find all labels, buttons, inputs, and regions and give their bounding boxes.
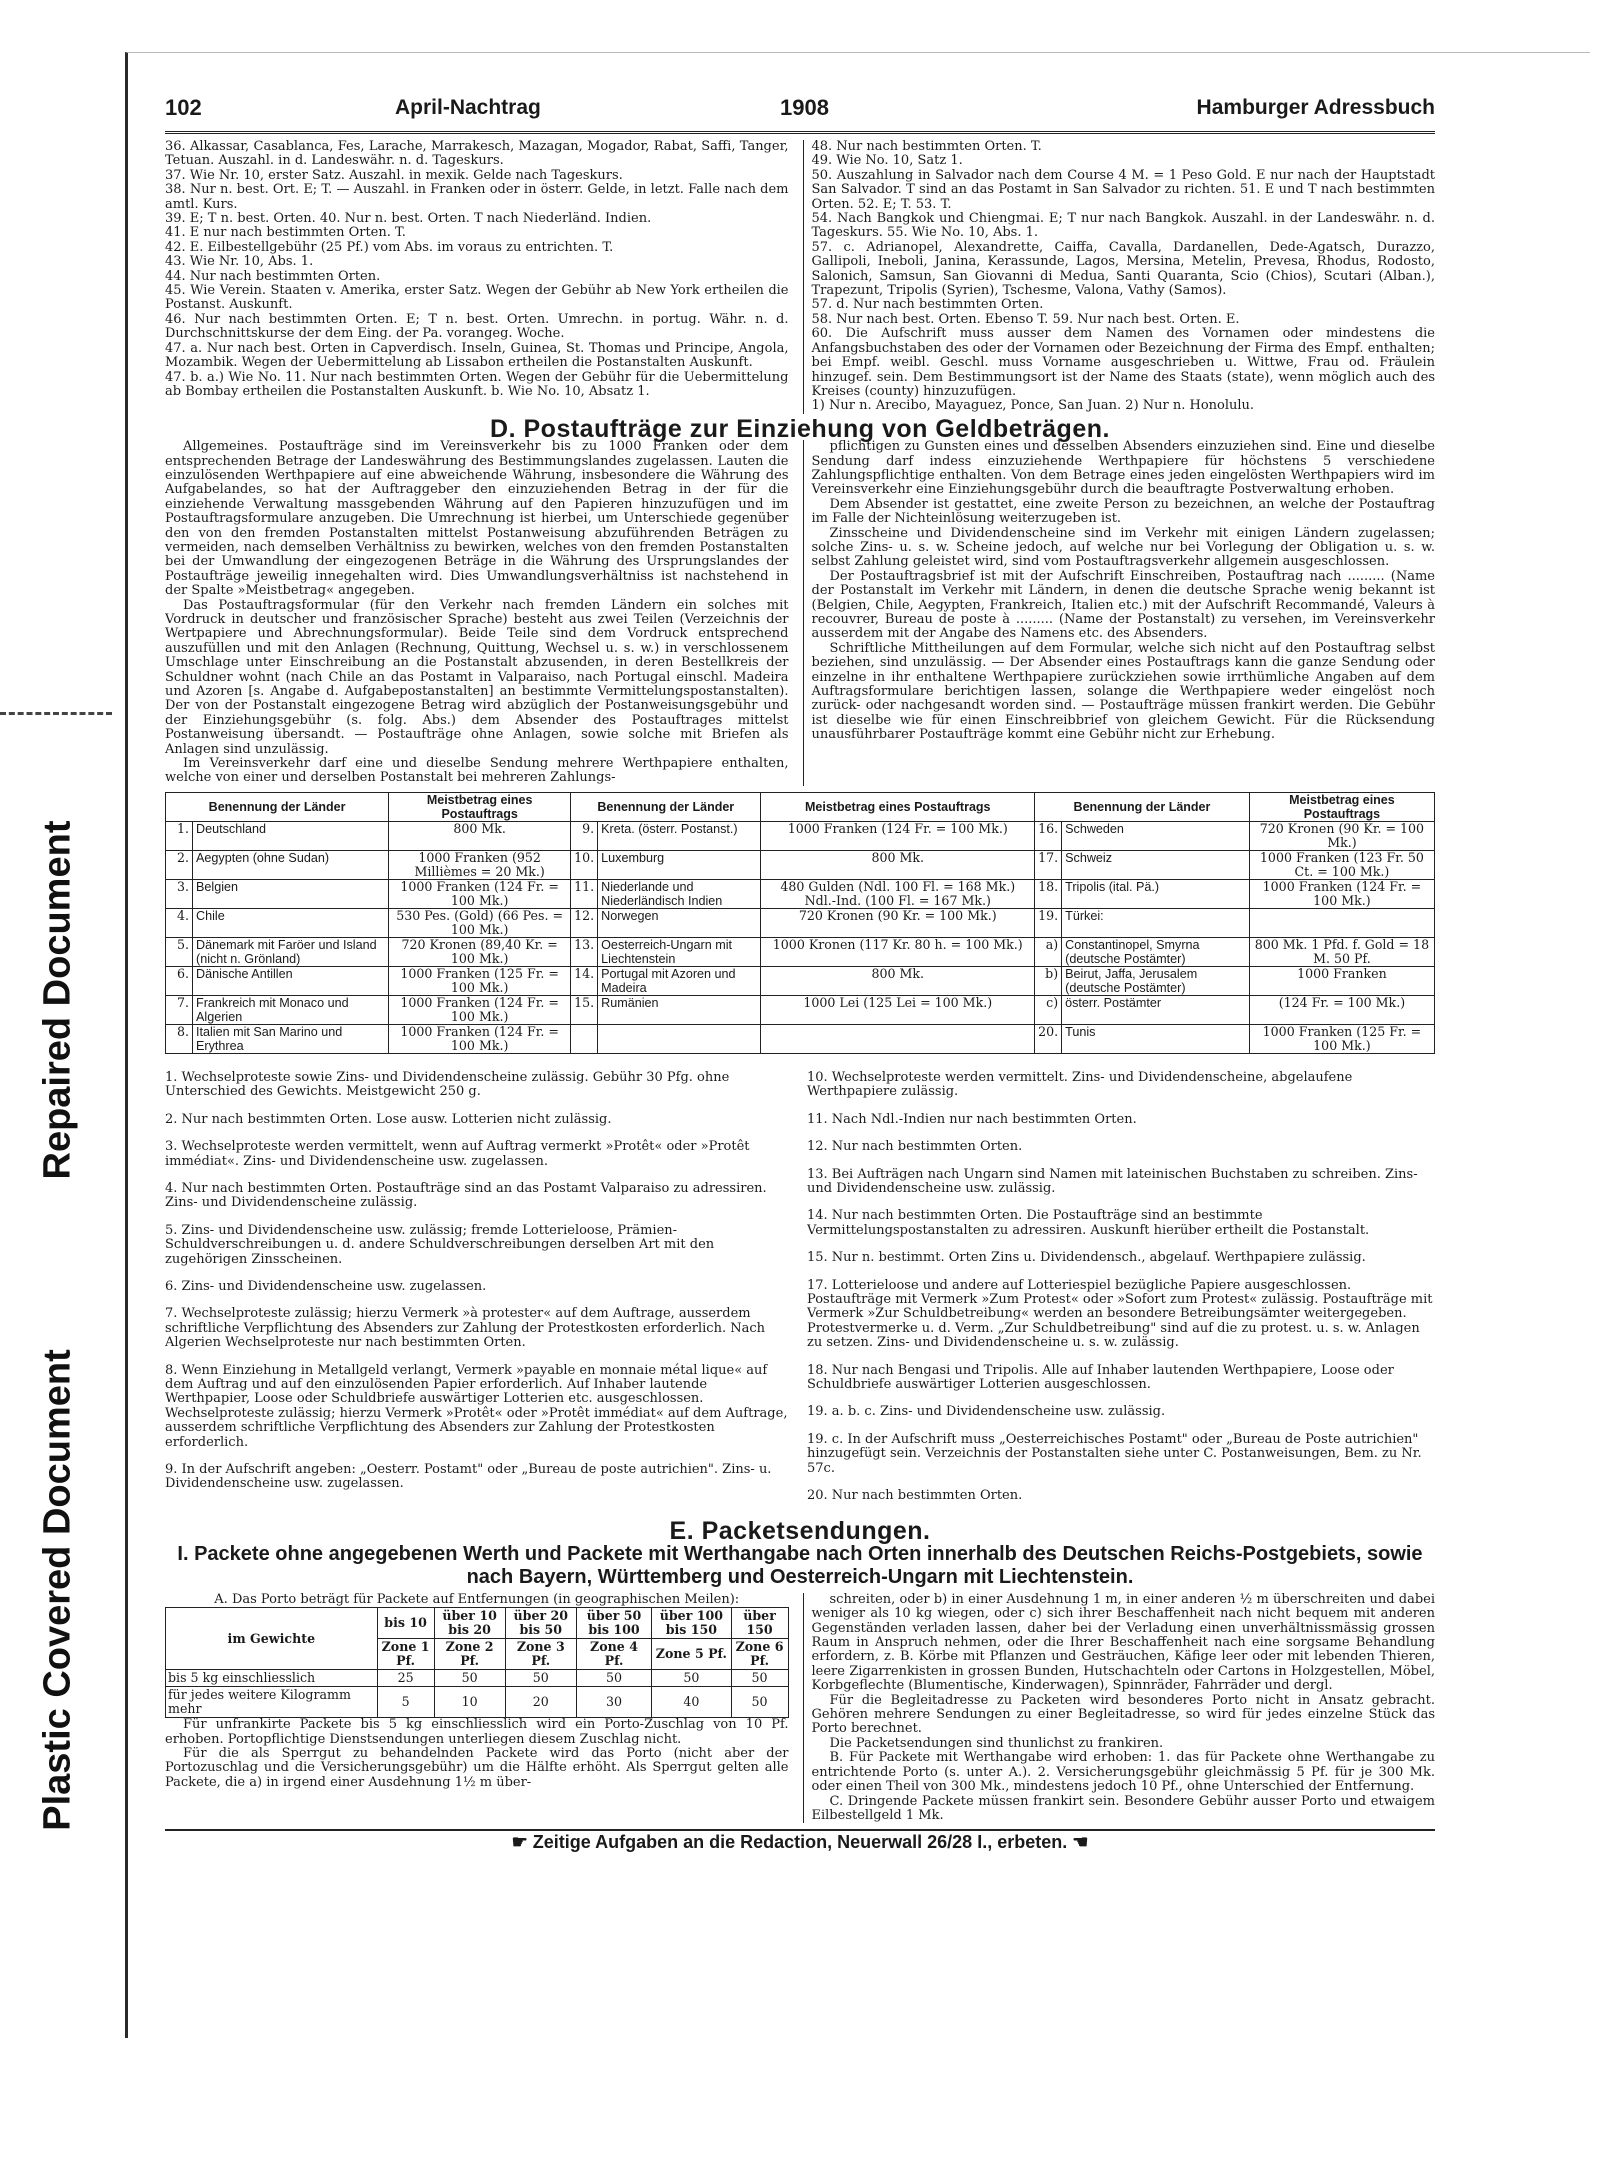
country-max-amount	[1249, 908, 1434, 937]
note-item: 39. E; T n. best. Orten. 40. Nur n. best. Orten. T nach Niederländ. Indien.	[165, 211, 652, 227]
footnote-item: 2. Nur nach bestimmten Orten. Lose ausw. Lotterien nicht zulässig.	[165, 1111, 612, 1127]
country-name: Belgien	[193, 879, 389, 908]
country-max-amount: 1000 Franken (123 Fr. 50 Ct. = 100 Mk.)	[1249, 850, 1434, 879]
country-max-amount: 800 Mk.	[389, 821, 571, 850]
country-number: 14.	[571, 966, 598, 995]
note-item: 1) Nur n. Arecibo, Mayaguez, Ponce, San Juan. 2) Nur n. Honolulu.	[811, 398, 1255, 414]
country-name: Deutschland	[193, 821, 389, 850]
porto-value: 30	[576, 1687, 651, 1718]
country-name: Türkei:	[1062, 908, 1250, 937]
country-number: 3.	[166, 879, 193, 908]
country-number: 18.	[1035, 879, 1062, 908]
country-name: Italien mit San Marino und Erythrea	[193, 1024, 389, 1053]
country-max-amount: 1000 Franken (124 Fr. = 100 Mk.)	[389, 1024, 571, 1053]
note-item: 49. Wie No. 10, Satz 1.	[811, 153, 963, 169]
header-book: Hamburger Adressbuch	[1196, 96, 1435, 119]
country-number: c)	[1035, 995, 1062, 1024]
section-e-left-text	[165, 1718, 789, 1790]
footer-text: Zeitige Aufgaben an die Redaction, Neuerwall 26/28 I., erbeten.	[532, 1832, 1068, 1853]
row2-label: für jedes weitere Kilogramm mehr	[166, 1687, 378, 1718]
footnote-item: 12. Nur nach bestimmten Orten.	[807, 1139, 1023, 1155]
footnote-item: 17. Lotterieloose und andere auf Lotteriespiel bezügliche Papiere ausgeschlossen. Postaufträge mit Vermerk »Zum Protest« oder »Sofort zum Protest« zulässig. Postaufträge mit Vermerk »Zur Schuldbetreibung« werden an besondere Betreibungsämter weitergegeben. Protestvermerke u. d. Verm. „Zur Schuldbetreibung" sind auf die zu protest. u. s. w. Anlagen zu setzen. Zins- und Dividendenscheine u. s. w. zulässig.	[807, 1277, 1433, 1351]
distance-range: über 150	[731, 1608, 788, 1639]
table-row	[166, 879, 1435, 908]
porto-value: 40	[652, 1687, 731, 1718]
footnotes-block	[165, 1058, 1435, 1517]
country-max-amount: 1000 Franken (952 Millièmes = 20 Mk.)	[389, 850, 571, 879]
col-header-max-1: Meistbetrag eines Postauftrags	[389, 792, 571, 821]
footnote-item: 3. Wechselproteste werden vermittelt, wenn auf Auftrag vermerkt »Protêt« oder »Protêt immédiat«. Zins- und Dividendenscheine usw. zugelassen.	[165, 1139, 750, 1169]
country-name: Portugal mit Azoren und Madeira	[598, 966, 761, 995]
paragraph: Zinsscheine und Dividendenscheine sind im Verkehr mit einigen Ländern zugelassen; solche Zins- u. s. w. Scheine jedoch, auf welche nur bei Vorlegung der Obligation u. s. w. selbst Zahlung geleistet wird, sind vom Postauftragsverkehr allgemein ausgeschlossen.	[811, 525, 1435, 570]
country-number: 9.	[571, 821, 598, 850]
weight-header: im Gewichte	[166, 1608, 378, 1670]
porto-table	[165, 1607, 789, 1718]
paragraph: schreiten, oder b) in einer Ausdehnung 1 m, in einer anderen ½ m überschreiten und dabei weniger als 10 kg wiegen, oder c) sich ihrer Beschaffenheit nach nicht bequem mit anderen Gegenständen verladen lassen, daher bei der Verladung einen unverhältnissmässig grossen Raum in Anspruch nehmen, oder die Ihrer Beschaffenheit nach eine sorgsame Behandlung erfordern, z. B. Körbe mit Pflanzen und Gesträuchen, Käfige leer oder mit lebenden Thieren, leere Zigarrenkisten in grossen Bunden, Hutschachteln oder Cartons in Holzgestellen, Möbel, Korbgeflechte (Blumentische, Kinderwagen), Spinnräder, Fahrräder und dergl.	[811, 1592, 1435, 1694]
paragraph: Für die als Sperrgut zu behandelnden Packete wird das Porto (nicht aber der Portozuschlag und die Versicherungsgebühr) um die Hälfte erhöht. Als Sperrgut gelten alle Packete, die a) in irgend einer Ausdehnung 1½ m über-	[165, 1746, 789, 1790]
porto-value: 25	[377, 1670, 434, 1687]
section-e-left	[165, 1593, 789, 1824]
porto-value: 5	[377, 1687, 434, 1718]
note-item: 48. Nur nach bestimmten Orten. T.	[811, 140, 1042, 154]
country-name: Aegypten (ohne Sudan)	[193, 850, 389, 879]
note-item: 43. Wie Nr. 10, Abs. 1.	[165, 254, 314, 270]
country-name: Oesterreich-Ungarn mit Liechtenstein	[598, 937, 761, 966]
country-max-amount: 800 Mk. 1 Pfd. f. Gold = 18 M. 50 Pf.	[1249, 937, 1434, 966]
distance-range: bis 10	[377, 1608, 434, 1639]
col-header-max-3: Meistbetrag eines Postauftrags	[1249, 792, 1434, 821]
paragraph: Im Vereinsverkehr darf eine und dieselbe Sendung mehrere Werthpapiere enthalten, welche von einer und derselben Postanstalt bei mehreren Zahlungs-	[165, 756, 789, 786]
country-name: Schweiz	[1062, 850, 1250, 879]
zone-label: Zone 5 Pf.	[652, 1639, 731, 1670]
section-d-right	[803, 440, 1436, 786]
table-row	[166, 821, 1435, 850]
zone-label: Zone 4 Pf.	[576, 1639, 651, 1670]
paragraph: Die Packetsendungen sind thunlichst zu frankiren.	[829, 1735, 1164, 1751]
paragraph: Das Postauftragsformular (für den Verkehr nach fremden Ländern ein solches mit Vordruck in deutscher und französischer Sprache) besteht aus zwei Teilen (Verzeichnis der Wertpapiere und Abrechnungsformular). Beide Teile sind dem Vordruck entsprechend auszufüllen und mit den Anlagen (Rechnung, Quittung, Wechsel u. s. w.) in verschlossenem Umschlage unter Einschreibung an die Postanstalt abzusenden, in deren Bestellkreis der Schuldner wohnt (nach Chile an das Postamt in Valparaiso, nach Portugal einschl. Madeira und Azoren [s. Angabe d. Aufgabepostanstalten] an bestimmte Vermittelungspostanstalten). Der von der Postanstalt eingezogene Betrag wird abzüglich der Postanweisungsgebühr und der Einziehungsgebühr (s. folg. Abs.) dem Absender des Postauftrages mittelst Postanweisung übersandt. — Postaufträge ohne Anlagen, sowie solche mit Briefen als Anlagen sind unzulässig.	[165, 597, 789, 757]
page-number: 102	[165, 95, 202, 120]
footnote-item: 7. Wechselproteste zulässig; hierzu Vermerk »à protester« auf dem Auftrage, ausserdem schriftliche Verpflichtung des Absenders zur Zahlung der Protestkosten erforderlich. Nach Algerien Wechselproteste nur nach bestimmten Orten.	[165, 1306, 765, 1351]
paragraph: Für die Begleitadresse zu Packeten wird besonderes Porto nicht in Ansatz gebracht. Gehören mehrere Sendungen zu einer Begleitadresse, so wird für jedes einzelne Stück das Porto berechnet.	[811, 1692, 1435, 1737]
country-max-amount: 1000 Lei (125 Lei = 100 Mk.)	[761, 995, 1035, 1024]
paragraph: pflichtigen zu Gunsten eines und desselben Absenders einzuziehen sind. Eine und dieselbe Sendung darf indess einzuziehende Werthpapiere für höchstens 5 verschiedene Zahlungspflichtige enthalten. Von dem Betrage eines jeden eingelösten Werthpapiers wird im Vereinsverkehr eine Einziehungsgebühr durch die beauftragte Postverwaltung erhoben.	[811, 440, 1435, 498]
country-number: b)	[1035, 966, 1062, 995]
note-item: 57. d. Nur nach bestimmten Orten.	[811, 297, 1044, 313]
country-name: Kreta. (österr. Postanst.)	[598, 821, 761, 850]
country-max-amount: 800 Mk.	[761, 966, 1035, 995]
distance-range: über 10 bis 20	[434, 1608, 505, 1639]
country-max-amount: 1000 Franken	[1249, 966, 1434, 995]
country-max-amount: 720 Kronen (90 Kr. = 100 Mk.)	[1249, 821, 1434, 850]
note-item: 60. Die Aufschrift muss ausser dem Namen des Vornamen oder mindestens die Anfangsbuchstaben des oder der Vornamen oder Bezeichnung der Firma des Empf. enthalten; bei Empf. weibl. Geschl. muss Vorname ausgeschrieben u. Wittwe, Frau od. Fräulein hinzugef. sein. Dem Bestimmungsort ist der Name des Staats (state), wenn möglich auch des Kreises (county) hinzuzufügen.	[811, 326, 1435, 399]
zone-label: Zone 2 Pf.	[434, 1639, 505, 1670]
scan-side-strip	[0, 0, 115, 2177]
note-item: 50. Auszahlung in Salvador nach dem Course 4 M. = 1 Peso Gold. E nur nach der Hauptstadt San Salvador. T sind an das Postamt in San Salvador zu richten. 51. E und T nach bestimmten Orten. 52. E; T. 53. T.	[811, 167, 1435, 212]
country-number: 20.	[1035, 1024, 1062, 1053]
plastic-label: Plastic Covered Document	[36, 1349, 79, 1831]
footnote-item: 4. Nur nach bestimmten Orten. Postaufträge sind an das Postamt Valparaiso zu adressiren. Zins- und Dividendenscheine zulässig.	[165, 1180, 767, 1211]
porto-caption: A. Das Porto beträgt für Packete auf Entfernungen (in geographischen Meilen):	[214, 1592, 740, 1607]
footnote-item: 11. Nach Ndl.-Indien nur nach bestimmten Orten.	[807, 1111, 1137, 1127]
paragraph: Schriftliche Mittheilungen auf dem Formular, welche sich nicht auf den Postauftrag selbst beziehen, sind unzulässig. — Der Absender eines Postauftrags kann die ganze Sendung oder einzelne in ihr enthaltene Werthpapiere zurückziehen sowie irrthümliche Angaben auf dem Auftragsformulare berichtigen lassen, solange die Werthpapiere weder eingelöst noch zurück- oder nachgesandt worden sind. — Postaufträge müssen frankirt werden. Die Gebühr ist dieselbe wie für einen Einschreibbrief von gleichem Gewicht. Für die Rücksendung unausführbarer Postaufträge kommt eine Gebühr nicht zur Erhebung.	[811, 640, 1435, 743]
distance-range: über 20 bis 50	[505, 1608, 576, 1639]
note-item: 41. E nur nach bestimmten Orten. T.	[165, 225, 406, 241]
table-row	[166, 1024, 1435, 1053]
country-name: Schweden	[1062, 821, 1250, 850]
country-number: 7.	[166, 995, 193, 1024]
country-number: 12.	[571, 908, 598, 937]
section-e-right-text	[803, 1593, 1436, 1824]
note-item: 42. E. Eilbestellgebühr (25 Pf.) vom Abs. im voraus zu entrichten. T.	[165, 239, 614, 255]
hand-right-icon: ☚	[1072, 1832, 1089, 1853]
porto-value: 50	[652, 1670, 731, 1687]
country-name: österr. Postämter	[1062, 995, 1250, 1024]
zone-label: Zone 6 Pf.	[731, 1639, 788, 1670]
col-header-land-3: Benennung der Länder	[1035, 792, 1250, 821]
footnote-item: 6. Zins- und Dividendenscheine usw. zugelassen.	[165, 1278, 487, 1294]
country-table	[165, 792, 1435, 1054]
country-number: 5.	[166, 937, 193, 966]
porto-value: 20	[505, 1687, 576, 1718]
section-e-body	[165, 1593, 1435, 1824]
footnote-item: 18. Nur nach Bengasi und Tripolis. Alle auf Inhaber lautenden Werthpapiere, Loose oder Schuldbriefe auswärtiger Lotterien ausgeschlossen.	[807, 1362, 1394, 1392]
col-header-max-2: Meistbetrag eines Postauftrags	[761, 792, 1035, 821]
country-name: Norwegen	[598, 908, 761, 937]
porto-value: 10	[434, 1687, 505, 1718]
note-item: 37. Wie Nr. 10, erster Satz. Auszahl. in mexik. Gelde nach Tageskurs.	[165, 167, 623, 183]
country-max-amount: 1000 Franken (125 Fr. = 100 Mk.)	[1249, 1024, 1434, 1053]
distance-range: über 50 bis 100	[576, 1608, 651, 1639]
note-item: 44. Nur nach bestimmten Orten.	[165, 268, 381, 284]
paragraph: Für unfrankirte Packete bis 5 kg einschliesslich wird ein Porto-Zuschlag von 10 Pf. erhoben. Portopflichtige Dienstsendungen unterliegen diesem Zuschlag nicht.	[165, 1717, 789, 1747]
porto-value: 50	[505, 1670, 576, 1687]
notes-right	[803, 140, 1436, 414]
country-number: 4.	[166, 908, 193, 937]
country-max-amount: 1000 Franken (124 Fr. = 100 Mk.)	[389, 879, 571, 908]
footnotes-right	[807, 1058, 1435, 1517]
zone-label: Zone 1 Pf.	[377, 1639, 434, 1670]
country-name: Beirut, Jaffa, Jerusalem (deutsche Postämter)	[1062, 966, 1250, 995]
table-row	[166, 850, 1435, 879]
footnote-item: 9. In der Aufschrift angeben: „Oesterr. Postamt" oder „Bureau de poste autrichien". Zins- u. Dividendenscheine usw. zugelassen.	[165, 1462, 772, 1492]
page-header	[165, 95, 1435, 134]
country-max-amount	[761, 1024, 1035, 1053]
country-max-amount: 1000 Franken (125 Fr. = 100 Mk.)	[389, 966, 571, 995]
footnote-item: 10. Wechselproteste werden vermittelt. Zins- und Dividendenscheine, abgelaufene Werthpapiere zulässig.	[807, 1069, 1353, 1100]
country-number: 16.	[1035, 821, 1062, 850]
paragraph: Der Postauftragsbrief ist mit der Aufschrift Einschreiben, Postauftrag nach ......... (Name der Postanstalt im Verkehr mit Ländern, in denen die deutsche Sprache wenig bekannt ist (Belgien, Chile, Aegypten, Frankreich, Italien etc.) mit der Aufschrift Recommandé, Valeurs à recouvrer, Bureau de poste à ......... (Name der Postanstalt) zu versehen, im Vereinsverkehr ausserdem mit der Angabe des Namens etc. des Absenders.	[811, 568, 1435, 642]
section-d-left	[165, 440, 789, 786]
country-max-amount: 1000 Kronen (117 Kr. 80 h. = 100 Mk.)	[761, 937, 1035, 966]
note-item: 58. Nur nach best. Orten. Ebenso T. 59. Nur nach best. Orten. E.	[811, 311, 1240, 327]
note-item: 57. c. Adrianopel, Alexandrette, Caiffa, Cavalla, Dardanellen, Dede-Agatsch, Durazzo, Gallipoli, Ineboli, Janina, Kerassunde, Lagos, Mersina, Metelin, Prevesa, Rhodus, Rodosto, Salonich, Samsun, San Giovanni di Medua, Santi Quaranta, Scio (Chios), Scutari (Alban.), Trapezunt, Tripolis (Syrien), Tschesme, Valona, Vathy (Samos).	[811, 239, 1435, 299]
country-name: Tunis	[1062, 1024, 1250, 1053]
footer-note	[165, 1829, 1435, 1853]
header-title: April-Nachtrag	[395, 96, 541, 119]
section-d-title: D. Postaufträge zur Einziehung von Geldbeträgen.	[490, 414, 1110, 443]
col-header-land-1: Benennung der Länder	[166, 792, 389, 821]
country-max-amount: 1000 Franken (124 Fr. = 100 Mk.)	[1249, 879, 1434, 908]
footnote-item: 15. Nur n. bestimmt. Orten Zins u. Dividendensch., abgelauf. Werthpapiere zulässig.	[807, 1250, 1366, 1266]
country-number: 11.	[571, 879, 598, 908]
section-d-body	[165, 440, 1435, 786]
footnote-item: 14. Nur nach bestimmten Orten. Die Postaufträge sind an bestimmte Vermittelungspostanstalten zu adressiren. Auskunft hierüber ertheilt die Postanstalt.	[807, 1208, 1370, 1238]
country-name	[598, 1024, 761, 1053]
porto-value: 50	[576, 1670, 651, 1687]
paragraph: Dem Absender ist gestattet, eine zweite Person zu bezeichnen, an welche der Postauftrag im Falle der Nichteinlösung weiterzugeben ist.	[811, 496, 1435, 527]
country-name: Chile	[193, 908, 389, 937]
header-year: 1908	[780, 95, 829, 120]
cut-mark	[0, 712, 112, 715]
notes-block	[165, 140, 1435, 414]
country-number: 19.	[1035, 908, 1062, 937]
note-item: 46. Nur nach bestimmten Orten. E; T n. best. Orten. Umrechn. in portug. Währ. n. d. Durchschnittskurse der dem Eing. der Pa. vorangeg. Woche.	[165, 311, 789, 342]
country-name: Tripolis (ital. Pä.)	[1062, 879, 1250, 908]
note-item: 38. Nur n. best. Ort. E; T. — Auszahl. in Franken oder in österr. Gelde, in letzt. Falle nach dem amtl. Kurs.	[165, 182, 789, 212]
row1-label: bis 5 kg einschliesslich	[166, 1670, 378, 1687]
country-number: 17.	[1035, 850, 1062, 879]
country-name: Dänemark mit Faröer und Island (nicht n. Grönland)	[193, 937, 389, 966]
note-item: 36. Alkassar, Casablanca, Fes, Larache, Marrakesch, Mazagan, Mogador, Rabat, Saffi, Tanger, Tetuan. Auszahl. in d. Landeswähr. n. d. Tageskurs.	[165, 140, 789, 169]
notes-left	[165, 140, 789, 414]
section-e-title: E. Packetsendungen.	[669, 1517, 931, 1546]
section-e-subtitle: I. Packete ohne angegebenen Werth und Packete mit Werthangabe nach Orten innerhalb des Deutschen Reichs-Postgebiets, sowie nach Bayern, Württemberg und Oesterreich-Ungarn mit Liechtenstein.	[177, 1542, 1423, 1588]
repaired-label: Repaired Document	[36, 820, 79, 1180]
porto-value: 50	[731, 1670, 788, 1687]
country-name: Frankreich mit Monaco und Algerien	[193, 995, 389, 1024]
country-number: 15.	[571, 995, 598, 1024]
country-max-amount: 800 Mk.	[761, 850, 1035, 879]
footnote-item: 13. Bei Aufträgen nach Ungarn sind Namen mit lateinischen Buchstaben zu schreiben. Zins- und Dividendenscheine usw. zulässig.	[807, 1166, 1418, 1196]
country-number: 13.	[571, 937, 598, 966]
country-number: 2.	[166, 850, 193, 879]
country-max-amount: 720 Kronen (90 Kr. = 100 Mk.)	[761, 908, 1035, 937]
country-number: 10.	[571, 850, 598, 879]
footnote-item: 19. c. In der Aufschrift muss „Oesterreichisches Postamt" oder „Bureau de Poste autrichien" hinzugefügt sein. Verzeichnis der Postanstalten siehe unter C. Postanweisungen, Bem. zu Nr. 57c.	[807, 1431, 1422, 1476]
country-max-amount: 720 Kronen (89,40 Kr. = 100 Mk.)	[389, 937, 571, 966]
country-name: Niederlande und Niederländisch Indien	[598, 879, 761, 908]
country-number: 8.	[166, 1024, 193, 1053]
note-item: 47. a. Nur nach best. Orten in Capverdisch. Inseln, Guinea, St. Thomas und Principe, Angola, Mozambik. Wegen der Uebermittelung ab Lissabon ertheilen die Postanstalten Auskunft.	[165, 340, 789, 371]
country-number: 1.	[166, 821, 193, 850]
country-max-amount: 1000 Franken (124 Fr. = 100 Mk.)	[389, 995, 571, 1024]
paragraph: Allgemeines. Postaufträge sind im Vereinsverkehr bis zu 1000 Franken oder dem entsprechenden Betrage der Landeswährung des Bestimmungslandes zugelassen. Lauten die einzulösenden Werthpapiere auf eine abweichende Währung, insbesondere die Währung des Aufgabelandes, so hat der Auftraggeber den einzuziehenden Betrag in der für die einziehende Verwaltung massgebenden Währung auf den Papieren hinzuzufügen und im Postauftragsformulare anzugeben. Die Umrechnung ist hierbei, um Unterschiede gegenüber den von den fremden Postanstalten mittelst Postanweisung abzuführenden Beträgen zu vermeiden, nach demselben Verhältniss zu bewirken, welches von den fremden Postanstalten bei der Umwandlung der eingezogenen Beträge in die Währung des Ursprungslandes der Postaufträge jeweilig innegehalten wird. Dies Umwandlungsverhältniss ist nachstehend in der Spalte »Meistbetrag« angegeben.	[165, 440, 789, 599]
note-item: 45. Wie Verein. Staaten v. Amerika, erster Satz. Wegen der Gebühr ab New York ertheilen die Postanst. Auskunft.	[165, 283, 789, 313]
country-max-amount: (124 Fr. = 100 Mk.)	[1249, 995, 1434, 1024]
country-number: a)	[1035, 937, 1062, 966]
footnotes-left	[165, 1058, 793, 1517]
country-number	[571, 1024, 598, 1053]
table-row	[166, 966, 1435, 995]
col-header-land-2: Benennung der Länder	[571, 792, 761, 821]
country-name: Luxemburg	[598, 850, 761, 879]
hand-left-icon: ☛	[511, 1832, 528, 1853]
note-item: 54. Nach Bangkok und Chiengmai. E; T nur nach Bangkok. Auszahl. in der Landeswähr. n. d. Tageskurs. 55. Wie No. 10, Abs. 1.	[811, 211, 1435, 241]
footnote-item: 19. a. b. c. Zins- und Dividendenscheine usw. zulässig.	[807, 1404, 1166, 1420]
footnote-item: 1. Wechselproteste sowie Zins- und Dividendenscheine zulässig. Gebühr 30 Pfg. ohne Unterschied des Gewichts. Meistgewicht 250 g.	[165, 1069, 730, 1100]
table-row	[166, 937, 1435, 966]
country-max-amount: 530 Pes. (Gold) (66 Pes. = 100 Mk.)	[389, 908, 571, 937]
country-max-amount: 1000 Franken (124 Fr. = 100 Mk.)	[761, 821, 1035, 850]
paragraph: C. Dringende Packete müssen frankirt sein. Besondere Gebühr ausser Porto und etwaigem Eilbestellgeld 1 Mk.	[811, 1793, 1435, 1823]
footnote-item: 20. Nur nach bestimmten Orten.	[807, 1488, 1023, 1503]
porto-value: 50	[731, 1687, 788, 1718]
zone-label: Zone 3 Pf.	[505, 1639, 576, 1670]
document-page	[165, 95, 1435, 1853]
footnote-item: 8. Wenn Einziehung in Metallgeld verlangt, Vermerk »payable en monnaie métal lique« auf dem Auftrag und auf den einzulösenden Papier erforderlich. Auf Inhaber lautende Werthpapier, Loose oder Schuldbriefe auswärtiger Lotterien etc. ausgeschlossen. Wechselproteste zulässig; hierzu Vermerk »Protêt« oder »Protêt immédiat« auf dem Auftrage, ausserdem schriftliche Verpflichtung des Absenders zur Zahlung der Protestkosten erforderlich.	[165, 1362, 788, 1450]
distance-range: über 100 bis 150	[652, 1608, 731, 1639]
country-name: Constantinopel, Smyrna (deutsche Postämter)	[1062, 937, 1250, 966]
country-number: 6.	[166, 966, 193, 995]
table-row	[166, 995, 1435, 1024]
footnote-item: 5. Zins- und Dividendenscheine usw. zulässig; fremde Lotterieloose, Prämien-Schuldverschreibungen u. d. andere Schuldverschreibungen derselben Art mit den zugehörigen Zinsscheinen.	[165, 1222, 715, 1267]
country-max-amount: 480 Gulden (Ndl. 100 Fl. = 168 Mk.) Ndl.-Ind. (100 Fl. = 167 Mk.)	[761, 879, 1035, 908]
paragraph: B. Für Packete mit Werthangabe wird erhoben: 1. das für Packete ohne Werthangabe zu entrichtende Porto (s. unter A.). 2. Versicherungsgebühr gleichmässig 5 Pf. für je 300 Mk. oder einen Theil von 300 Mk., mindestens jedoch 10 Pf., ohne Unterschied der Entfernung.	[811, 1750, 1435, 1795]
porto-value: 50	[434, 1670, 505, 1687]
country-name: Rumänien	[598, 995, 761, 1024]
note-item: 47. b. a.) Wie No. 11. Nur nach bestimmten Orten. Wegen der Gebühr für die Uebermittelung ab Bombay ertheilen die Postanstalten Auskunft. b. Wie No. 10, Absatz 1.	[165, 369, 789, 399]
table-row	[166, 908, 1435, 937]
country-name: Dänische Antillen	[193, 966, 389, 995]
